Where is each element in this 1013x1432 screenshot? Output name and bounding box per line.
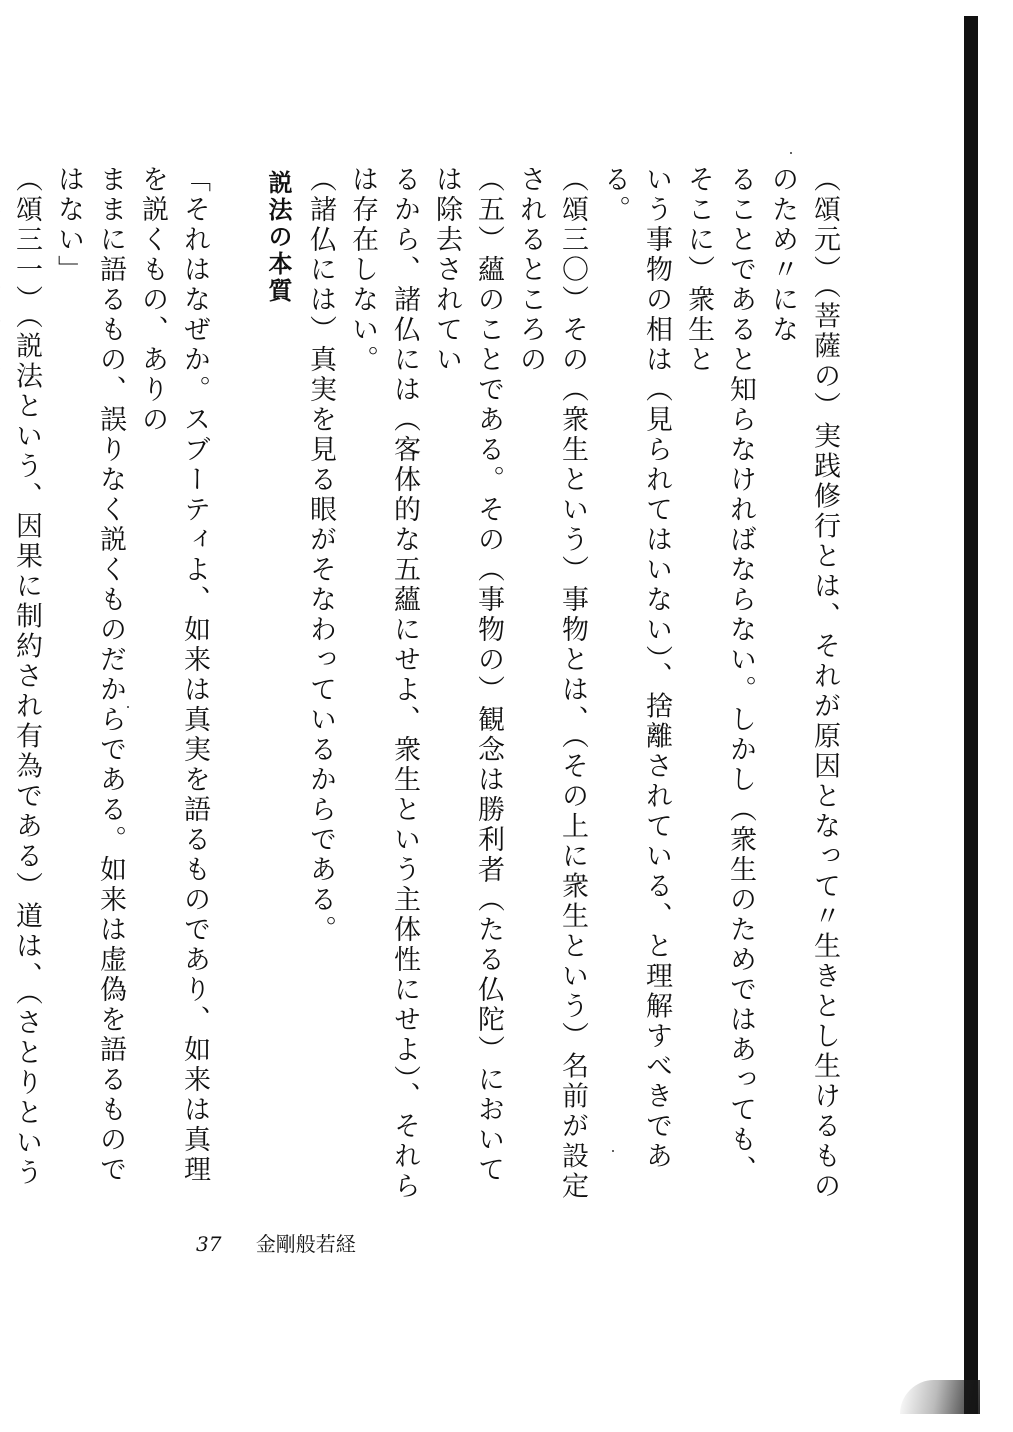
paragraph-verse-31: （頌三一）（説法という、因果に制約され有為である）道は、（さとりという bbox=[11, 165, 42, 1188]
paragraph-line: （諸仏には）真実を見る眼がそなわっているからである。 bbox=[305, 165, 336, 945]
paragraph-verse-29: （頌元）（菩薩の）実践修行とは、それが原因となって〃生きとし生けるもののため〃にな bbox=[767, 165, 840, 1202]
paragraph-line: るから、諸仏には（客体的な五蘊にせよ、衆生という主体性にせよ）、それらは存在しない。 bbox=[347, 165, 420, 1202]
paragraph-sutra-quote: 「それはなぜか。スブーティよ、如来は真実を語るものであり、如来は真理を説くもの、ありの bbox=[137, 165, 210, 1185]
vertical-text-body bbox=[0, 165, 845, 1205]
paragraph-line: ることであると知らなければならない。しかし（衆生のためではあっても、そこに）衆生と bbox=[683, 165, 756, 1185]
page-edge-shadow bbox=[964, 16, 978, 1414]
book-title: 金剛般若経 bbox=[255, 1232, 356, 1256]
paragraph-line: ままに語るもの、誤りなく説くものだからである。如来は虚偽を語るものではない」 bbox=[53, 165, 126, 1185]
section-heading: 説法の本質 bbox=[264, 170, 292, 305]
paragraph-verse-30: （頌三〇）その（衆生という）事物とは、（その上に衆生という）名前が設定されるところの bbox=[515, 165, 588, 1202]
paragraph-line: いう事物の相は（見られてはいない）、捨離されている、と理解すべきである。 bbox=[599, 165, 672, 1172]
page-number: 37 bbox=[196, 1232, 222, 1256]
paragraph-line: （五）蘊のことである。その（事物の）観念は勝利者（たる仏陀）においては除去されてい bbox=[431, 165, 504, 1185]
scan-smudge bbox=[900, 1380, 980, 1414]
page-footer bbox=[196, 1228, 356, 1257]
scan-speck bbox=[790, 152, 792, 154]
